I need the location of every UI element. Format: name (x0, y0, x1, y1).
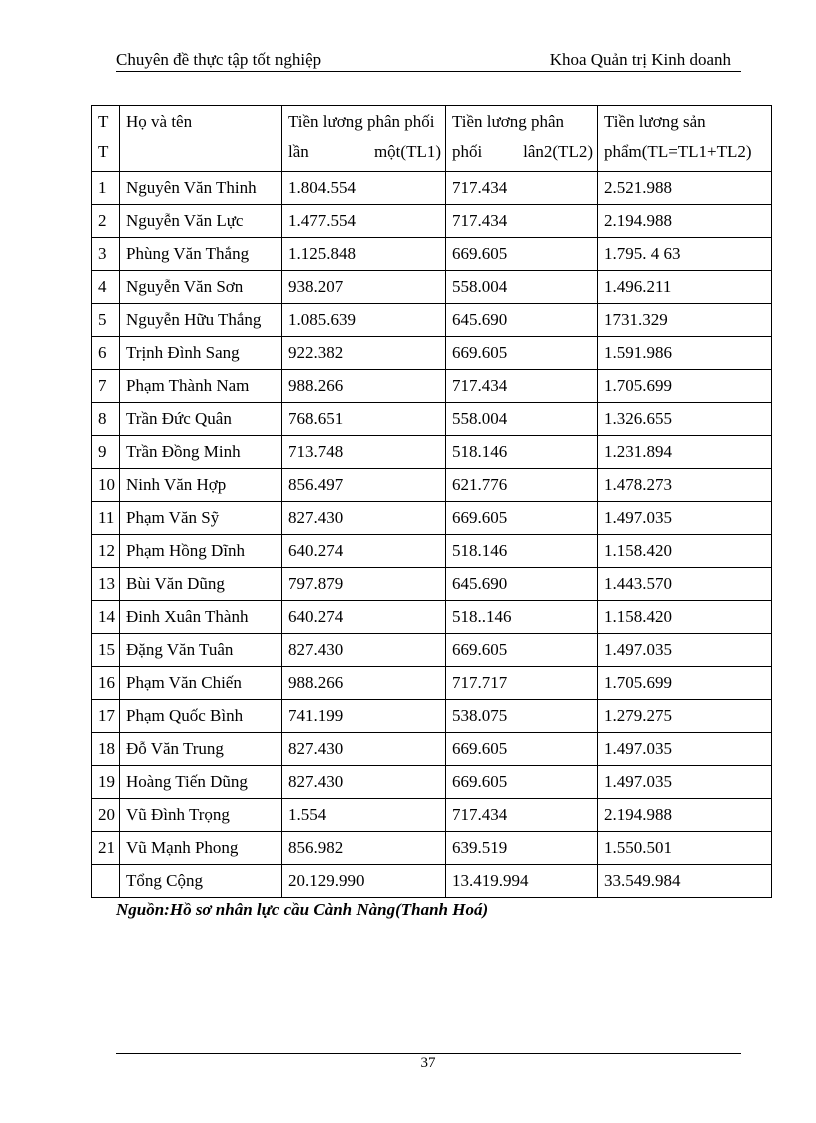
total-cell-total: 33.549.984 (598, 865, 772, 898)
cell-tl1: 640.274 (282, 535, 446, 568)
header-tl1: Tiền lương phân phối lần một(TL1) (282, 106, 446, 172)
table-row (92, 832, 772, 865)
cell-name: Nguyễn Văn Sơn (120, 271, 282, 304)
cell-total: 1.478.273 (598, 469, 772, 502)
cell-tl1: 922.382 (282, 337, 446, 370)
cell-name: Phạm Quốc Bình (120, 700, 282, 733)
cell-stt: 8 (92, 403, 120, 436)
table-row (92, 634, 772, 667)
table-row (92, 469, 772, 502)
cell-name: Nguyễn Hữu Thắng (120, 304, 282, 337)
cell-name: Phạm Hồng Dĩnh (120, 535, 282, 568)
cell-stt: 7 (92, 370, 120, 403)
cell-total: 1.326.655 (598, 403, 772, 436)
table-row (92, 766, 772, 799)
cell-total: 1.497.035 (598, 502, 772, 535)
cell-stt: 6 (92, 337, 120, 370)
table-row (92, 304, 772, 337)
cell-total: 1.705.699 (598, 370, 772, 403)
cell-name: Trần Đồng Minh (120, 436, 282, 469)
header-left-title: Chuyên đề thực tập tốt nghiệp (116, 50, 322, 69)
total-cell-name: Tổng Cộng (120, 865, 282, 898)
header-total-salary: Tiền lương sản phẩm(TL=TL1+TL2) (598, 106, 772, 172)
cell-tl1: 856.497 (282, 469, 446, 502)
table-row (92, 238, 772, 271)
cell-name: Đỗ Văn Trung (120, 733, 282, 766)
cell-tl2: 669.605 (446, 766, 598, 799)
header-stt: T T (92, 106, 120, 172)
cell-tl1: 988.266 (282, 370, 446, 403)
cell-stt: 12 (92, 535, 120, 568)
cell-name: Trịnh Đình Sang (120, 337, 282, 370)
cell-total: 1.158.420 (598, 535, 772, 568)
cell-tl2: 639.519 (446, 832, 598, 865)
table-row (92, 700, 772, 733)
cell-tl1: 1.477.554 (282, 205, 446, 238)
cell-tl1: 827.430 (282, 634, 446, 667)
cell-tl2: 538.075 (446, 700, 598, 733)
cell-tl2: 518..146 (446, 601, 598, 634)
cell-stt: 9 (92, 436, 120, 469)
cell-tl2: 518.146 (446, 535, 598, 568)
cell-stt: 17 (92, 700, 120, 733)
cell-total: 2.521.988 (598, 172, 772, 205)
cell-stt: 19 (92, 766, 120, 799)
table-row (92, 436, 772, 469)
cell-tl1: 1.804.554 (282, 172, 446, 205)
cell-stt: 11 (92, 502, 120, 535)
cell-stt: 16 (92, 667, 120, 700)
table-row (92, 337, 772, 370)
table-row (92, 172, 772, 205)
cell-name: Phạm Văn Sỹ (120, 502, 282, 535)
total-cell-stt (92, 865, 120, 898)
cell-stt: 14 (92, 601, 120, 634)
cell-tl2: 717.434 (446, 172, 598, 205)
cell-tl2: 717.434 (446, 799, 598, 832)
cell-tl2: 621.776 (446, 469, 598, 502)
cell-name: Đặng Văn Tuân (120, 634, 282, 667)
cell-name: Đinh Xuân Thành (120, 601, 282, 634)
header-tl2: Tiền lương phân phối lân2(TL2) (446, 106, 598, 172)
cell-tl1: 856.982 (282, 832, 446, 865)
cell-tl1: 797.879 (282, 568, 446, 601)
cell-total: 1.591.986 (598, 337, 772, 370)
cell-tl2: 669.605 (446, 733, 598, 766)
cell-stt: 2 (92, 205, 120, 238)
cell-name: Vũ Đình Trọng (120, 799, 282, 832)
table-total-row (92, 865, 772, 898)
cell-total: 1.231.894 (598, 436, 772, 469)
table-row (92, 667, 772, 700)
cell-tl1: 741.199 (282, 700, 446, 733)
cell-tl2: 558.004 (446, 271, 598, 304)
table-row (92, 733, 772, 766)
cell-tl2: 645.690 (446, 304, 598, 337)
table-row (92, 370, 772, 403)
table-row (92, 535, 772, 568)
cell-name: Ninh Văn Hợp (120, 469, 282, 502)
table-row (92, 568, 772, 601)
table-header-row (92, 106, 772, 172)
table-body (92, 172, 772, 898)
cell-total: 1.550.501 (598, 832, 772, 865)
cell-tl1: 640.274 (282, 601, 446, 634)
cell-stt: 1 (92, 172, 120, 205)
table-row (92, 403, 772, 436)
cell-name: Trần Đức Quân (120, 403, 282, 436)
cell-tl1: 768.651 (282, 403, 446, 436)
cell-tl1: 827.430 (282, 502, 446, 535)
cell-name: Vũ Mạnh Phong (120, 832, 282, 865)
cell-total: 1.497.035 (598, 634, 772, 667)
cell-name: Bùi Văn Dũng (120, 568, 282, 601)
header-right-title: Khoa Quản trị Kinh doanh (549, 50, 731, 69)
cell-tl1: 1.085.639 (282, 304, 446, 337)
cell-name: Phùng Văn Thắng (120, 238, 282, 271)
cell-tl2: 717.434 (446, 205, 598, 238)
cell-tl2: 669.605 (446, 502, 598, 535)
cell-total: 2.194.988 (598, 799, 772, 832)
cell-tl1: 713.748 (282, 436, 446, 469)
page-number: 37 (420, 1055, 436, 1071)
cell-total: 1.497.035 (598, 766, 772, 799)
cell-total: 1731.329 (598, 304, 772, 337)
cell-name: Nguyễn Văn Lực (120, 205, 282, 238)
table-row (92, 601, 772, 634)
cell-tl2: 669.605 (446, 337, 598, 370)
page-header (116, 50, 741, 70)
cell-tl2: 645.690 (446, 568, 598, 601)
cell-name: Phạm Thành Nam (120, 370, 282, 403)
cell-stt: 13 (92, 568, 120, 601)
cell-name: Nguyên Văn Thinh (120, 172, 282, 205)
cell-name: Phạm Văn Chiến (120, 667, 282, 700)
cell-tl1: 938.207 (282, 271, 446, 304)
cell-total: 1.496.211 (598, 271, 772, 304)
cell-tl1: 827.430 (282, 766, 446, 799)
cell-tl2: 717.434 (446, 370, 598, 403)
cell-stt: 4 (92, 271, 120, 304)
cell-tl2: 669.605 (446, 238, 598, 271)
cell-tl1: 1.125.848 (282, 238, 446, 271)
cell-stt: 5 (92, 304, 120, 337)
table-row (92, 502, 772, 535)
cell-total: 1.279.275 (598, 700, 772, 733)
cell-total: 1.705.699 (598, 667, 772, 700)
cell-total: 1.158.420 (598, 601, 772, 634)
cell-tl1: 988.266 (282, 667, 446, 700)
cell-stt: 18 (92, 733, 120, 766)
cell-total: 1.443.570 (598, 568, 772, 601)
cell-stt: 10 (92, 469, 120, 502)
cell-stt: 3 (92, 238, 120, 271)
salary-table (91, 105, 772, 898)
total-cell-tl2: 13.419.994 (446, 865, 598, 898)
table-row (92, 205, 772, 238)
cell-stt: 20 (92, 799, 120, 832)
header-name: Họ và tên (120, 106, 282, 172)
source-note: Nguồn:Hồ sơ nhân lực cầu Cành Nàng(Thanh Hoá) (116, 900, 489, 919)
cell-tl2: 518.146 (446, 436, 598, 469)
cell-stt: 21 (92, 832, 120, 865)
table-row (92, 271, 772, 304)
cell-tl2: 717.717 (446, 667, 598, 700)
cell-total: 1.497.035 (598, 733, 772, 766)
cell-total: 2.194.988 (598, 205, 772, 238)
cell-tl2: 669.605 (446, 634, 598, 667)
header-divider (116, 71, 741, 72)
cell-name: Hoàng Tiến Dũng (120, 766, 282, 799)
cell-tl2: 558.004 (446, 403, 598, 436)
cell-stt: 15 (92, 634, 120, 667)
total-cell-tl1: 20.129.990 (282, 865, 446, 898)
cell-tl1: 827.430 (282, 733, 446, 766)
table-row (92, 799, 772, 832)
cell-tl1: 1.554 (282, 799, 446, 832)
footer-divider (116, 1053, 741, 1054)
cell-total: 1.795. 4 63 (598, 238, 772, 271)
